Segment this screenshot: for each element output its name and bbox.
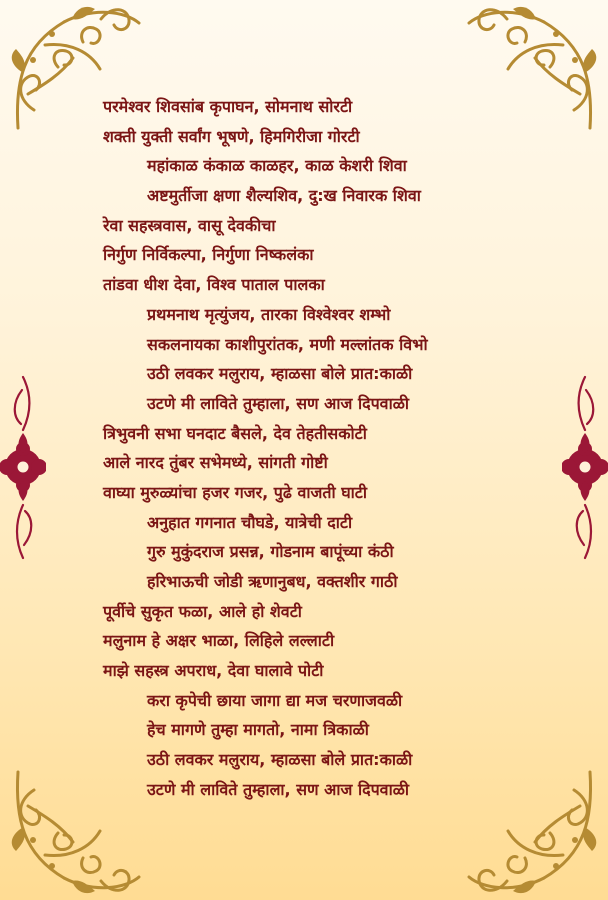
poem-line: तांडवा धीश देवा, विश्व पाताल पालका bbox=[103, 275, 325, 295]
poem-line: उटणे मी लाविते तुम्हाला, सण आज दिपवाळी bbox=[147, 779, 410, 799]
poem-line: प्रथमनाथ मृत्युंजय, तारका विश्वेश्वर शम्भो bbox=[147, 304, 391, 324]
poem-line: पूर्वीचे सुकृत फळा, आले हो शेवटी bbox=[103, 601, 302, 621]
poem-line: परमेश्वर शिवसांब कृपाघन, सोमनाथ सोरटी bbox=[103, 97, 353, 116]
poem-line: सकलनायका काशीपुरांतक, मणी मल्लांतक विभो bbox=[147, 334, 428, 354]
poem-line: शक्ती युक्ती सर्वांग भूषणे, हिमगिरीजा गोरटी bbox=[103, 126, 360, 146]
poem-line: हेच मागणे तुम्हा मागतो, नामा त्रिकाळी bbox=[147, 720, 369, 740]
poem-line: अष्टमुर्तीजा क्षणा शैल्यशिव, दु:ख निवारक शिवा bbox=[147, 186, 421, 206]
poem-line: अनुहात गगनात चौघडे, यात्रेची दाटी bbox=[147, 512, 353, 532]
poem-line: माझे सहस्त्र अपराध, देवा घालावे पोटी bbox=[103, 661, 324, 681]
poem-line: करा कृपेची छाया जागा द्या मज चरणाजवळी bbox=[147, 690, 403, 710]
right-mandala-ornament-icon bbox=[562, 375, 608, 560]
poem-line: उठी लवकर मलुराय, म्हाळसा बोले प्रात:काळी bbox=[147, 364, 413, 384]
poem-line: गुरु मुकुंदराज प्रसन्न, गोडनाम बापूंच्या कंठी bbox=[147, 542, 394, 562]
poem-line: महांकाळ कंकाळ काळहर, काळ केशरी शिवा bbox=[147, 156, 407, 176]
poem-line: हरिभाऊची जोडी ऋणानुबध, वक्तशीर गाठी bbox=[147, 572, 398, 591]
left-mandala-ornament-icon bbox=[0, 375, 46, 560]
poem-text-block bbox=[103, 92, 533, 805]
poem-line: रेवा सहस्त्रवास, वासू देवकीचा bbox=[103, 215, 276, 235]
poem-line: वाघ्या मुरुळ्यांचा हजर गजर, पुढे वाजती घाटी bbox=[103, 482, 367, 502]
poem-line: निर्गुण निर्विकल्पा, निर्गुणा निष्कलंका bbox=[103, 245, 314, 265]
poem-line: उटणे मी लाविते तुम्हाला, सण आज दिपवाळी bbox=[147, 393, 410, 413]
poem-line: उठी लवकर मलुराय, म्हाळसा बोले प्रात:काळी bbox=[147, 750, 413, 770]
poem-line: आले नारद तुंबर सभेमध्ये, सांगती गोष्टी bbox=[103, 453, 328, 473]
poem-line: त्रिभुवनी सभा घनदाट बैसले, देव तेहतीसकोटी bbox=[103, 423, 367, 443]
poem-line: मलुनाम हे अक्षर भाळा, लिहिले लल्लाटी bbox=[103, 631, 335, 651]
